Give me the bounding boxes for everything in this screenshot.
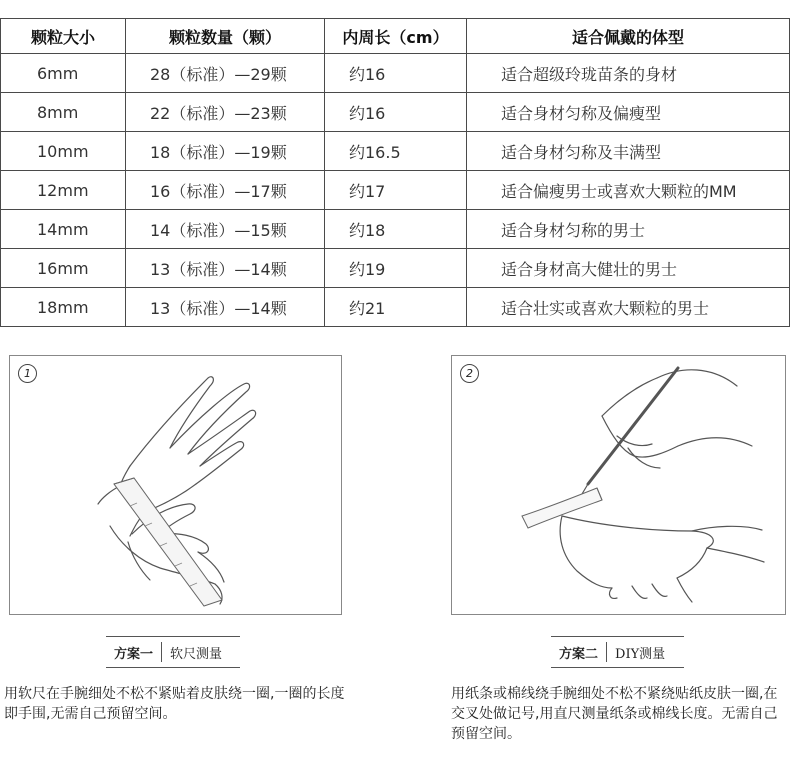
method-1-title: 方案一 (114, 646, 154, 662)
cell-circumference: 约19 (325, 249, 467, 288)
cell-count: 22（标准）—23颗 (126, 93, 325, 132)
header-inner-circumference: 内周长（cm） (325, 19, 467, 54)
cell-count: 28（标准）—29颗 (126, 54, 325, 93)
method-2-description: 用纸条或棉线绕手腕细处不松不紧绕贴纸皮肤一圈,在交叉处做记号,用直尺测量纸条或棉线长度。无需自己预留空间。 (451, 686, 778, 742)
header-bead-size: 颗粒大小 (1, 19, 126, 54)
cell-count: 13（标准）—14颗 (126, 288, 325, 327)
cell-body-type: 适合身材匀称及偏瘦型 (467, 93, 790, 132)
cell-size: 12mm (1, 171, 126, 210)
header-body-type: 适合佩戴的体型 (467, 19, 790, 54)
size-chart-table (0, 18, 790, 327)
table-header-row (1, 19, 790, 54)
method-2-number-badge: 2 (460, 364, 479, 383)
cell-body-type: 适合偏瘦男士或喜欢大颗粒的MM (467, 171, 790, 210)
cell-size: 18mm (1, 288, 126, 327)
cell-size: 16mm (1, 249, 126, 288)
table-row (1, 171, 790, 210)
cell-body-type: 适合壮实或喜欢大颗粒的男士 (467, 288, 790, 327)
method-1-illustration-panel (9, 355, 342, 615)
cell-circumference: 约17 (325, 171, 467, 210)
method-2-caption (551, 636, 684, 668)
cell-size: 14mm (1, 210, 126, 249)
table-row (1, 249, 790, 288)
cell-circumference: 约16.5 (325, 132, 467, 171)
method-1-subtitle: 软尺测量 (170, 646, 223, 662)
cell-size: 6mm (1, 54, 126, 93)
cell-body-type: 适合身材匀称及丰满型 (467, 132, 790, 171)
method-2-illustration-panel (451, 355, 786, 615)
table-row (1, 93, 790, 132)
cell-size: 8mm (1, 93, 126, 132)
method-1-number-badge: 1 (18, 364, 37, 383)
cell-count: 18（标准）—19颗 (126, 132, 325, 171)
method-1-description: 用软尺在手腕细处不松不紧贴着皮肤绕一圈,一圈的长度即手围,无需自己预留空间。 (4, 686, 345, 722)
method-2-title: 方案二 (559, 646, 599, 662)
table-row (1, 54, 790, 93)
method-2-subtitle: DIY测量 (615, 646, 666, 662)
cell-count: 16（标准）—17颗 (126, 171, 325, 210)
cell-count: 14（标准）—15颗 (126, 210, 325, 249)
table-row (1, 132, 790, 171)
cell-body-type: 适合身材匀称的男士 (467, 210, 790, 249)
header-bead-count: 颗粒数量（颗） (126, 19, 325, 54)
cell-circumference: 约18 (325, 210, 467, 249)
cell-body-type: 适合身材高大健壮的男士 (467, 249, 790, 288)
cell-size: 10mm (1, 132, 126, 171)
cell-circumference: 约21 (325, 288, 467, 327)
cell-circumference: 约16 (325, 54, 467, 93)
table-row (1, 210, 790, 249)
hand-tape-measure-icon (10, 356, 341, 614)
cell-count: 13（标准）—14颗 (126, 249, 325, 288)
method-1-caption (106, 636, 240, 668)
cell-circumference: 约16 (325, 93, 467, 132)
table-row (1, 288, 790, 327)
hand-paper-strip-pen-icon (452, 356, 785, 614)
cell-body-type: 适合超级玲珑苗条的身材 (467, 54, 790, 93)
